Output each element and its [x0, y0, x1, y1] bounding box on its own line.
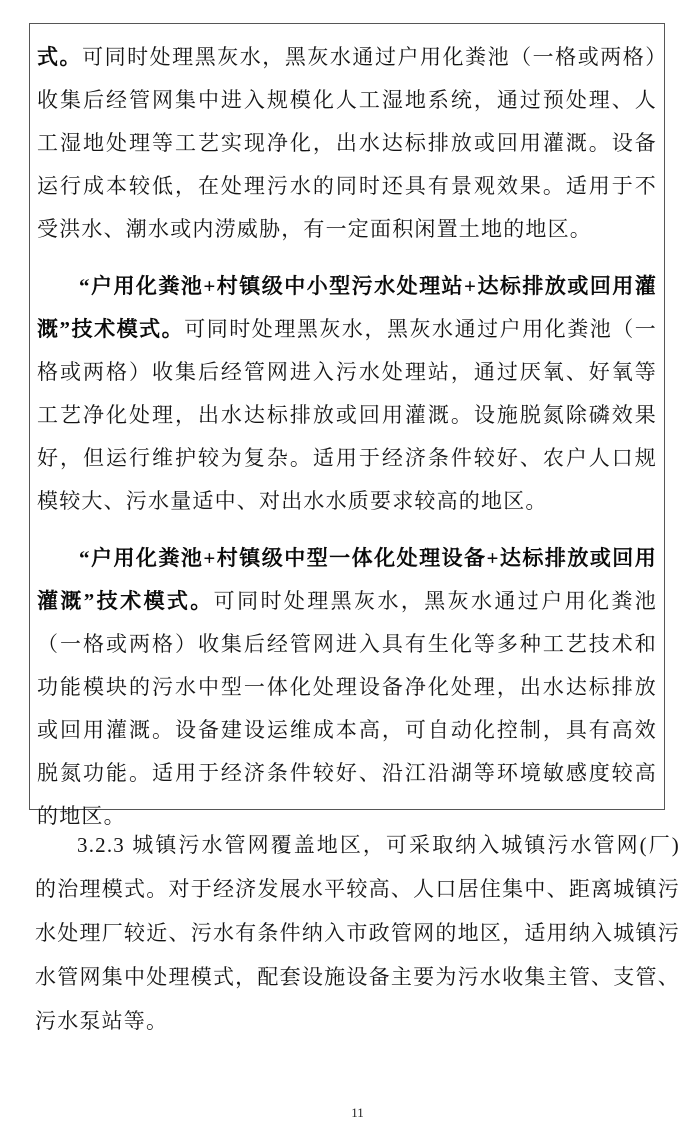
paragraph-wetland-mode-body: 可同时处理黑灰水，黑灰水通过户用化粪池（一格或两格）收集后经管网集中进入规模化人工湿地系统，通过预处理、人工湿地处理等工艺实现净化，出水达标排放或回用灌溉。设备运行成本较低，在处理污水的同时还具有景观效果。适用于不受洪水、潮水或内涝威胁，有一定面积闲置土地的地区。: [37, 45, 657, 241]
paragraph-wetland-mode-bold-lead: 式。: [37, 45, 83, 69]
page-number-value: 11: [351, 1105, 364, 1120]
paragraph-wetland-mode: [37, 36, 657, 251]
paragraph-small-treatment-station-body: 可同时处理黑灰水，黑灰水通过户用化粪池（一格或两格）收集后经管网进入污水处理站，通过厌氧、好氧等工艺净化处理，出水达标排放或回用灌溉。设施脱氮除磷效果好，但运行维护较为复杂。适用于经济条件较好、农户人口规模较大、污水量适中、对出水水质要求较高的地区。: [37, 317, 658, 513]
paragraph-small-treatment-station-mode: [37, 265, 657, 523]
paragraph-small-treatment-station-heading: “户用化粪池+村镇级中小型污水处理站+达标排放或回用灌溉”技术模式。: [37, 274, 657, 341]
page-number: [35, 1105, 680, 1121]
paragraph-integrated-equipment-body: 可同时处理黑灰水，黑灰水通过户用化粪池（一格或两格）收集后经管网进入具有生化等多种工艺技术和功能模块的污水中型一体化处理设备净化处理，出水达标排放或回用灌溉。设备建设运维成本高，可自动化控制，具有高效脱氮功能。适用于经济条件较好、沿江沿湖等环境敏感度较高的地区。: [37, 589, 657, 828]
paragraph-integrated-equipment-mode: [37, 537, 657, 838]
section-3-2-3: [35, 823, 680, 1043]
paragraph-integrated-equipment-heading: “户用化粪池+村镇级中型一体化处理设备+达标排放或回用灌溉”技术模式。: [37, 546, 657, 613]
paragraph-3-2-3: 3.2.3 城镇污水管网覆盖地区，可采取纳入城镇污水管网(厂)的治理模式。对于经济发展水平较高、人口居住集中、距离城镇污水处理厂较近、污水有条件纳入市政管网的地区，适用纳入城镇污水管网集中处理模式，配套设施设备主要为污水收集主管、支管、污水泵站等。: [35, 833, 680, 1033]
bordered-text-box: [29, 23, 665, 828]
